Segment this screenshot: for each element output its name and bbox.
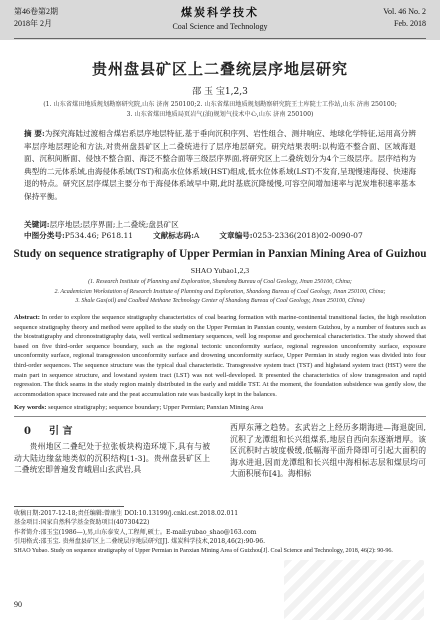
footnote-line: 收稿日期:2017-12-18;责任编辑:曾康生 DOI:10.13199/j.cnki.cst.2018.02.011 [14, 510, 239, 517]
author-en: SHAO Yubao1,2,3 [190, 266, 250, 275]
doc-code-value: A [193, 231, 200, 240]
article-number-value: 0253-2336(2018)02-0090-07 [252, 231, 363, 240]
intro-paragraph-right: 西厚东薄之趋势。玄武岩之上经历多期海进—海退旋回,沉积了龙潭组和长兴组煤系,地层自西向东逐渐增厚。该区沉积时古坡度极缓,低幅海平面升降即可引起大面积的海水进退,因而龙潭组和长兴组中海相标志层和煤层均可大面积展布[4]。海相标 [230, 423, 426, 479]
doc-code-label: 文献标志码: [153, 231, 194, 240]
article-title-cn: 贵州盘县矿区上二叠统层序地层研究 [91, 60, 348, 78]
abstract-cn-label: 摘 要: [24, 129, 45, 138]
section-number: 0 [24, 426, 31, 437]
classification-row [24, 230, 416, 241]
footnote-line: 作者简介:邵玉宝(1986—),男,山东泰安人,工程师,硕士。E-mail:yubao_shao@163.com [14, 528, 257, 536]
header-divider [14, 38, 426, 39]
keywords-cn-label: 关键词: [24, 220, 50, 229]
abstract-en-text: In order to explore the sequence stratigraphy characteristics of coal bearing formation with marine-continental transitional facies, the high resolution sequence stratigraphy theory and method were applied to the study on the Upper Permian in Panxian county, western Guizhou, by a number of features such as the biostratigraphy and chronostratigraphy data, well vertical sedimentary sequences, well log response and geochemical characteristics. The study showed that based on five third-order sequence boundary, such as the regional tectonic unconformity surface, regional regression unconformity surface, exposure unconformity surface, regional transgression unconformity surface and drowning unconformity surface, Upper Permian in study region was divided into four third-order sequences. The sequence structure was the typical dual characteristic. Transgressive system tract (TST) and highstand system tract (HST) were the main part in sequence structure, and lowstand system tract (LST) was not well-developed. It presented the characteristics of slow transgression and rapid regression. The thick seams in the study region mainly distributed in the early and middle TST. At the moment, the foundation subsidence was gently slow, the accommodation space increased rate and the peat accumulation rate was basically kept in the balances. [14, 314, 426, 398]
author-cn: 邵 玉 宝1,2,3 [192, 87, 248, 97]
journal-name-en: Coal Science and Technology [172, 22, 268, 31]
class-number-label: 中图分类号: [24, 231, 65, 240]
section-title: 引 言 [48, 426, 73, 437]
affiliations-en [14, 278, 426, 307]
abstract-cn-text: 为探究海陆过渡相含煤岩系层序地层特征,基于垂向沉积序列、岩性组合、测井响应、地球化学特征,运用高分辨率层序地层理论和方法,对贵州盘县矿区上二叠统进行了层序地层研究。研究结果表明:以构造不整合面、区域海退面、沉积间断面、侵蚀不整合面、海泛不整合面等三级层序界面,将研究区上二叠统划分为4个三级层序。层序结构为典型的二元体系域,由海侵体系域(TST)和高水位体系域(HST)组成,低水位体系域(LST)不发育,呈现慢速海侵、快速海退的特点。研究区层序煤层主要分布于海侵体系域早中期,此时基底沉降缓慢,可容空间增加速率与泥炭堆积速率基本保持平衡。 [24, 129, 416, 201]
footnote-line: 引用格式:邵玉宝. 贵州盘县矿区上二叠统层序地层研究[J]. 煤炭科学技术,2018,46(2):90-96. [14, 538, 266, 546]
keywords-cn-text: 层序地层;层序界面;上二叠统;盘县矿区 [49, 220, 179, 229]
body-column-right [230, 422, 426, 480]
keywords-en [14, 403, 426, 413]
affiliation-en-line: (1. Research Institute of Planning and Exploration, Shandong Bureau of Coal Geology, Jinan 250100, China; [88, 279, 352, 285]
affiliation-cn-line: (1. 山东省煤田地质规划勘察研究院,山东 济南 250100;2. 山东省煤田地质规划勘察研究院王士库院士工作站,山东 济南 250100; [43, 101, 397, 108]
abstract-en-label: Abstract: [14, 314, 40, 321]
abstract-en [14, 313, 426, 399]
header-center [0, 4, 440, 31]
affiliation-en-line: 3. Shale Gas(oil) and Coalbed Methane Technology Center of Shandong Bureau of Coal Geology, Jinan 250100, China) [75, 298, 365, 305]
section-heading [24, 422, 210, 437]
affiliations-cn [14, 100, 426, 120]
article-title-en: Study on sequence stratigraphy of Upper Permian in Panxian Mining Area of Guizhou [13, 248, 427, 260]
section-divider [14, 416, 426, 417]
intro-paragraph-left: 贵州地区二叠纪处于拉张板块构造环境下,具有与被动大陆边缘盆地类似的沉积结构[1-3]。贵州盘县矿区上二叠统宏即普遍发育峨眉山玄武岩,具 [14, 442, 210, 475]
keywords-en-label: Key words: [14, 404, 47, 411]
footnote-citation-en: SHAO Yubao. Study on sequence stratigraphy of Upper Permian in Panxian Mining Area of Guizhou[J]. Coal Science and Technology, 2018, 46(2): 90-96. [14, 547, 393, 554]
header-right [383, 6, 426, 30]
class-number-value: P534.46; P618.11 [64, 231, 134, 240]
body-column-left [14, 422, 210, 476]
footnotes [14, 509, 426, 556]
journal-header [0, 0, 440, 40]
journal-name-cn: 煤炭科学技术 [181, 7, 259, 19]
watermark-stamp [284, 560, 424, 620]
volume-cn: 第46卷第2期 [14, 7, 58, 16]
affiliation-en-line: 2. Academician Workstation of Research Institute of Planning and Exploration, Shandong Bureau of Coal Geology, Jinan 250100, China; [54, 288, 386, 295]
date-en: Feb. 2018 [394, 19, 426, 28]
volume-en: Vol. 46 No. 2 [383, 7, 426, 16]
footnote-line: 基金项目:国家自然科学基金资助项目(40730422) [14, 519, 150, 527]
keywords-cn [24, 219, 416, 230]
page-number: 90 [14, 600, 22, 609]
article-number-label: 文章编号: [219, 231, 253, 240]
abstract-cn [24, 128, 416, 204]
keywords-en-text: sequence stratigraphy; sequence boundary; Upper Permian; Panxian Mining Area [48, 404, 264, 411]
date-cn: 2018年 2月 [14, 19, 52, 28]
affiliation-cn-line: 3. 山东省煤田地质局页岩气(油)规划气技术中心,山东 济南 250100) [126, 111, 314, 118]
footnote-divider [14, 506, 124, 507]
